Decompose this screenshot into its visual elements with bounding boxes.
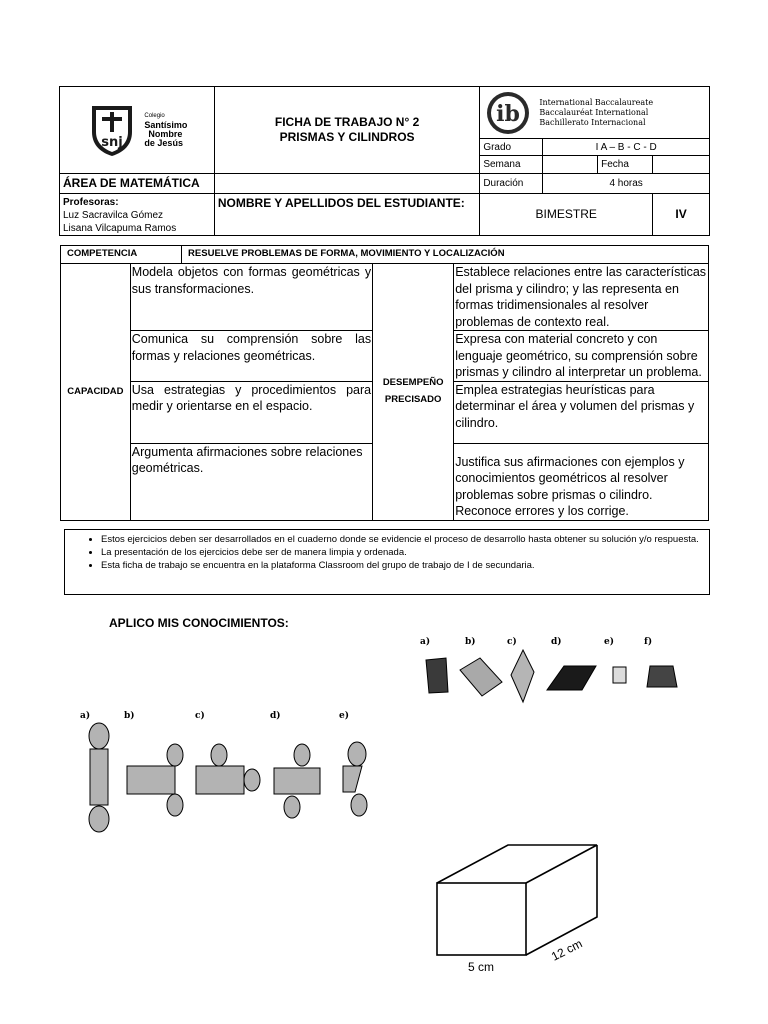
- school-logo-cell: [60, 87, 215, 174]
- desempeno-label: DESEMPEÑO PRECISADO: [373, 264, 454, 521]
- shape-label: e): [604, 637, 614, 647]
- shape-e-square: [613, 667, 626, 683]
- shape-b-rhombus: [460, 658, 502, 696]
- competencia-table: [60, 245, 709, 521]
- shape-label: b): [465, 637, 476, 647]
- prism-width-label: 5 cm: [468, 960, 495, 974]
- net-label: b): [124, 711, 135, 721]
- shape-c-diamond: [511, 650, 534, 702]
- ib-logo-cell: [480, 87, 710, 139]
- net-label: c): [195, 711, 205, 721]
- section-title: APLICO MIS CONOCIMIENTOS:: [109, 616, 289, 630]
- student-name-field[interactable]: NOMBRE Y APELLIDOS DEL ESTUDIANTE:: [214, 193, 479, 235]
- prism-depth-label: 12 cm: [549, 936, 585, 964]
- bimestre-label: BIMESTRE: [480, 193, 653, 235]
- bimestre-value: IV: [653, 193, 710, 235]
- nets-figure: [70, 700, 370, 840]
- shapes-figure: [410, 630, 700, 710]
- capacidad-label: CAPACIDAD: [61, 264, 131, 521]
- desempeno-item: Establece relaciones entre las características del prisma y cilindro; y las representa en formas tridimensionales al resolver problemas de contexto real.: [454, 264, 709, 331]
- net-e-cylinder: [343, 742, 367, 816]
- desempeno-item: Emplea estrategias heurísticas para determinar el área y volumen del prismas y cilindro.: [454, 381, 709, 443]
- net-label: d): [270, 711, 281, 721]
- duracion-value: 4 horas: [543, 173, 710, 193]
- shape-label: c): [507, 637, 517, 647]
- semana-label: Semana: [480, 156, 543, 173]
- shape-a-rectangle: [426, 658, 448, 693]
- duracion-label: Duración: [480, 173, 543, 193]
- fecha-value[interactable]: [653, 156, 710, 173]
- semana-value[interactable]: [543, 156, 598, 173]
- ib-text: International Baccalaureate Baccalauréat International Bachillerato Internacional: [539, 97, 654, 127]
- header-table: [59, 86, 710, 236]
- competencia-value: RESUELVE PROBLEMAS DE FORMA, MOVIMIENTO Y LOCALIZACIÓN: [182, 246, 709, 264]
- ib-logo-icon: [483, 90, 533, 136]
- instruction-item: • Estos ejercicios deben ser desarrollados en el cuaderno donde se evidencie el proceso de desarrollo hasta obtener su solución y/o respuesta.: [101, 533, 701, 546]
- grado-label: Grado: [480, 139, 543, 156]
- capacidad-item: Argumenta afirmaciones sobre relaciones geométricas.: [130, 443, 372, 520]
- shape-label: a): [420, 637, 431, 647]
- grado-value: I A – B - C - D: [543, 139, 710, 156]
- net-c-cylinder: [196, 744, 260, 794]
- desempeno-item: Justifica sus afirmaciones con ejemplos y conocimientos geométricos al resolver problemas sobre prismas o cilindro. Reconoce errores y los corrige.: [454, 443, 709, 520]
- fecha-label: Fecha: [598, 156, 653, 173]
- shape-label: f): [644, 637, 653, 647]
- school-crest-icon: [86, 102, 138, 158]
- net-a-cylinder: [89, 723, 109, 832]
- capacidad-item: Modela objetos con formas geométricas y sus transformaciones.: [130, 264, 372, 331]
- prism-figure: [420, 835, 620, 985]
- svg-text:snj: snj: [101, 134, 124, 150]
- profesoras-cell: Profesoras: Luz Sacravilca Gómez Lisana Vilcapuma Ramos: [60, 193, 215, 235]
- capacidad-item: Usa estrategias y procedimientos para medir y orientarse en el espacio.: [130, 381, 372, 443]
- document-title: FICHA DE TRABAJO N° 2 PRISMAS Y CILINDROS: [214, 87, 479, 174]
- school-name: Colegio Santísimo Nombre de Jesús: [144, 112, 188, 148]
- instructions-box: [64, 529, 710, 595]
- shape-f-trapezoid: [647, 666, 677, 687]
- svg-text:ib: ib: [496, 100, 521, 127]
- shape-d-parallelogram: [547, 666, 596, 690]
- competencia-label: COMPETENCIA: [61, 246, 182, 264]
- desempeno-item: Expresa con material concreto y con lenguaje geométrico, su comprensión sobre prismas y cilindro al interpretar un problema.: [454, 331, 709, 382]
- shape-label: d): [551, 637, 562, 647]
- net-b-cylinder: [127, 744, 183, 816]
- area-label: ÁREA DE MATEMÁTICA: [60, 173, 215, 193]
- net-label: e): [339, 711, 349, 721]
- instruction-item: • Esta ficha de trabajo se encuentra en la plataforma Classroom del grupo de trabajo de I de secundaria.: [101, 559, 701, 572]
- net-label: a): [80, 711, 91, 721]
- instruction-item: • La presentación de los ejercicios debe ser de manera limpia y ordenada.: [101, 546, 701, 559]
- capacidad-item: Comunica su comprensión sobre las formas y relaciones geométricas.: [130, 331, 372, 382]
- net-d-cylinder: [274, 744, 320, 818]
